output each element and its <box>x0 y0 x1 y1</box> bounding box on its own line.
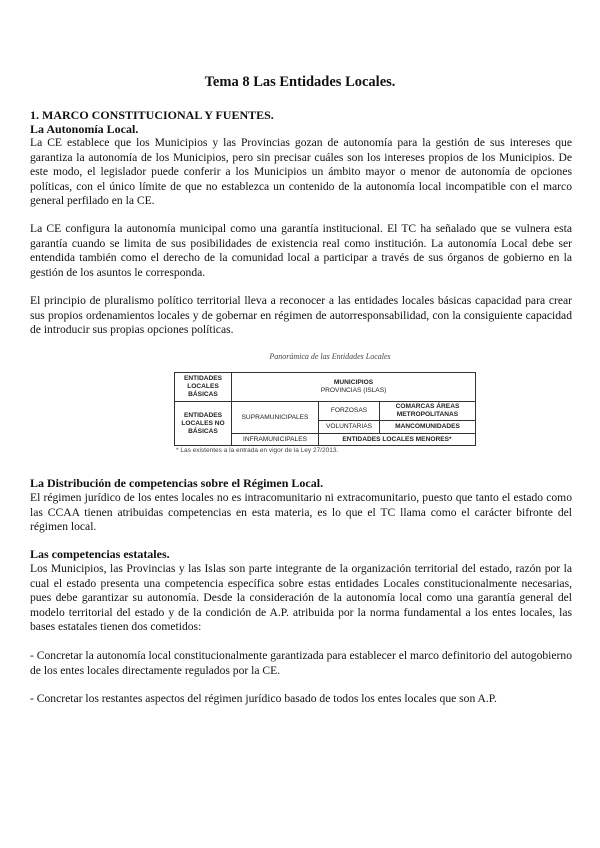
competencias-item-1: - Concretar la autonomía local constitucionalmente garantizada para establecer el marco definitorio del autogobierno de los entes locales directamente regulados por la CE. <box>30 648 572 677</box>
provincias-label: PROVINCIAS (ISLAS) <box>320 387 387 394</box>
supramunicipales-cell: SUPRAMUNICIPALES <box>232 402 319 434</box>
figure-caption: Panorámica de las Entidades Locales <box>269 352 391 361</box>
competencias-heading: Las competencias estatales. <box>30 547 170 561</box>
section-competencias <box>30 547 572 707</box>
figure-footnote: * Las existentes a la entrada en vigor de la Ley 27/2013. <box>176 447 339 454</box>
section-heading: 1. MARCO CONSTITUCIONAL Y FUENTES. <box>30 108 274 122</box>
document-title: Tema 8 Las Entidades Locales. <box>204 74 396 90</box>
section-distribucion <box>30 476 572 535</box>
subsection-heading: La Autonomía Local. <box>30 122 139 136</box>
entidades-table <box>174 372 476 446</box>
mancomunidades-cell: MANCOMUNIDADES <box>380 421 476 434</box>
entidades-menores-cell: ENTIDADES LOCALES MENORES* <box>319 434 476 446</box>
forzosas-cell: FORZOSAS <box>319 402 380 421</box>
paragraph-autonomia-2: La CE configura la autonomía municipal como una garantía institucional. El TC ha señalado que se vulnera esta garantía cuando se limita de sus posibilidades de existencia real como institución. La autonomía Local debe ser entendida también como el derecho de la comunidad local a participar a través de sus órganos de gobierno en la gestión de los asuntos le corresponda. <box>30 222 572 279</box>
basic-entities-label: ENTIDADES LOCALES BÁSICAS <box>175 373 232 402</box>
nonbasic-entities-label: ENTIDADES LOCALES NO BÁSICAS <box>175 402 232 446</box>
section-marco-heading-block <box>30 108 572 136</box>
paragraph-autonomia-3: El principio de pluralismo político territorial lleva a reconocer a las entidades locales básicas capacidad para crear sus propios ordenamientos locales y de gobernar en régimen de autorresponsabilidad, con la consiguiente capacidad de introducir sus propias opciones políticas. <box>30 294 572 337</box>
basic-entities-values <box>232 373 476 402</box>
comarcas-cell: COMARCAS ÁREAS METROPOLITANAS <box>380 402 476 421</box>
paragraph-autonomia-1: La CE establece que los Municipios y las Provincias gozan de autonomía para la gestión de sus intereses que garantiza la autonomía de los Municipios, pero sin precisar cuáles son los intereses propios de los Municipios. De este modo, el legislador puede conferir a los Municipios un ámbito mayor o menor de autonomía de opciones políticas, con el único límite de que no establezca un contenido de la autonomía local incompatible con el marco general perfilado en la CE. <box>30 136 572 208</box>
inframunicipales-cell: INFRAMUNICIPALES <box>232 434 319 446</box>
distribucion-paragraph: El régimen jurídico de los entes locales no es intracomunitario ni extracomunitario, puesto que tanto el estado como las CCAA tienen atribuidas competencias en esta materia, es lo que el TC llama como el carácter bifronte del régimen local. <box>30 491 572 534</box>
competencias-item-2: - Concretar los restantes aspectos del régimen jurídico basado de todos los entes locales que son A.P. <box>30 692 497 706</box>
competencias-paragraph: Los Municipios, las Provincias y las Islas son parte integrante de la organización territorial del estado, razón por la cual el estado presenta una competencia específica sobre estas entidades Locales constitucionalmente necesarias, pues debe garantizar su autonomía. Desde la consideración de la autonomía local como una garantía general del modelo territorial del estado y de la condición de A.P. atribuida por la norma fundamental a los entes locales, las bases estatales tienen dos cometidos: <box>30 562 572 634</box>
distribucion-heading: La Distribución de competencias sobre el Régimen Local. <box>30 476 324 490</box>
voluntarias-cell: VOLUNTARIAS <box>319 421 380 434</box>
municipios-label: MUNICIPIOS <box>333 379 374 386</box>
